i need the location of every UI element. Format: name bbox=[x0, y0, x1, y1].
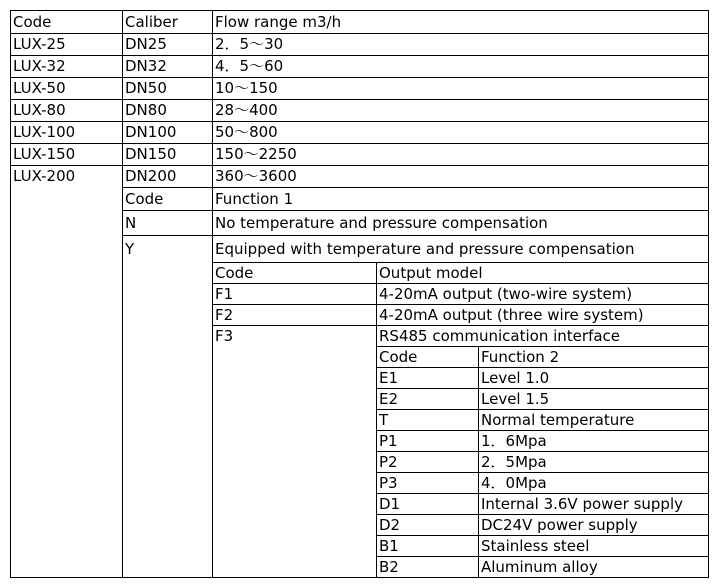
model-code: LUX-80 bbox=[13, 101, 66, 119]
output-label: RS485 communication interface bbox=[379, 327, 621, 345]
function2-code: B2 bbox=[379, 558, 399, 576]
row-divider bbox=[376, 346, 709, 347]
table-top-border bbox=[10, 10, 709, 11]
row-divider bbox=[376, 493, 709, 494]
row-divider bbox=[376, 388, 709, 389]
column-divider bbox=[212, 187, 213, 578]
output-header-code: Code bbox=[215, 264, 254, 282]
function2-label: Level 1.0 bbox=[481, 369, 550, 387]
row-divider bbox=[10, 143, 709, 144]
function2-code: T bbox=[379, 411, 389, 429]
row-divider bbox=[376, 430, 709, 431]
column-divider bbox=[376, 262, 377, 578]
function1-label: No temperature and pressure compensation bbox=[215, 214, 548, 232]
row-divider bbox=[212, 304, 709, 305]
row-divider bbox=[122, 210, 709, 211]
model-code: LUX-200 bbox=[13, 167, 76, 185]
row-divider bbox=[10, 165, 709, 166]
model-flow-range: 10～150 bbox=[215, 79, 278, 97]
function1-code: Y bbox=[125, 240, 135, 258]
function2-label: 2．5Mpa bbox=[481, 453, 547, 471]
function1-code: N bbox=[125, 214, 137, 232]
table-left-border bbox=[10, 10, 11, 578]
function1-label: Equipped with temperature and pressure compensation bbox=[215, 240, 635, 258]
row-divider bbox=[376, 556, 709, 557]
row-divider bbox=[376, 514, 709, 515]
row-divider bbox=[376, 409, 709, 410]
function2-code: E1 bbox=[379, 369, 399, 387]
function2-label: Level 1.5 bbox=[481, 390, 550, 408]
model-code: LUX-32 bbox=[13, 57, 66, 75]
model-code: LUX-100 bbox=[13, 123, 76, 141]
row-divider bbox=[376, 451, 709, 452]
function2-code: D1 bbox=[379, 495, 401, 513]
function2-label: DC24V power supply bbox=[481, 516, 638, 534]
output-code: F2 bbox=[215, 306, 234, 324]
function2-code: E2 bbox=[379, 390, 399, 408]
model-caliber: DN32 bbox=[125, 57, 167, 75]
row-divider bbox=[212, 325, 709, 326]
model-flow-range: 28～400 bbox=[215, 101, 278, 119]
row-divider bbox=[10, 77, 709, 78]
output-label: 4-20mA output (two-wire system) bbox=[379, 285, 633, 303]
function1-header-code: Code bbox=[125, 190, 164, 208]
model-caliber: DN200 bbox=[125, 167, 177, 185]
row-divider bbox=[376, 472, 709, 473]
function2-header-code: Code bbox=[379, 348, 418, 366]
header-code: Code bbox=[13, 13, 52, 31]
output-code: F1 bbox=[215, 285, 234, 303]
function2-code: P2 bbox=[379, 453, 398, 471]
function2-label: Internal 3.6V power supply bbox=[481, 495, 684, 513]
model-code: LUX-25 bbox=[13, 35, 66, 53]
row-divider bbox=[10, 99, 709, 100]
row-divider bbox=[212, 262, 709, 263]
row-divider bbox=[122, 235, 709, 236]
row-divider bbox=[10, 55, 709, 56]
model-code: LUX-150 bbox=[13, 145, 76, 163]
function2-label: 1．6Mpa bbox=[481, 432, 547, 450]
model-caliber: DN80 bbox=[125, 101, 167, 119]
column-divider bbox=[122, 10, 123, 578]
output-header-label: Output model bbox=[379, 264, 483, 282]
output-label: 4-20mA output (three wire system) bbox=[379, 306, 644, 324]
function2-label: Stainless steel bbox=[481, 537, 590, 555]
row-divider bbox=[376, 367, 709, 368]
model-caliber: DN25 bbox=[125, 35, 167, 53]
table-bottom-border bbox=[10, 577, 709, 578]
row-divider bbox=[10, 33, 709, 34]
column-divider bbox=[478, 346, 479, 578]
model-flow-range: 360～3600 bbox=[215, 167, 297, 185]
function2-code: P1 bbox=[379, 432, 398, 450]
row-divider bbox=[212, 283, 709, 284]
model-caliber: DN150 bbox=[125, 145, 177, 163]
model-caliber: DN100 bbox=[125, 123, 177, 141]
function2-label: Aluminum alloy bbox=[481, 558, 598, 576]
row-divider bbox=[10, 121, 709, 122]
function2-label: Normal temperature bbox=[481, 411, 635, 429]
header-flow-range: Flow range m3/h bbox=[215, 13, 342, 31]
function2-code: B1 bbox=[379, 537, 399, 555]
function1-header-label: Function 1 bbox=[215, 190, 294, 208]
model-flow-range: 2．5～30 bbox=[215, 35, 284, 53]
model-flow-range: 4．5～60 bbox=[215, 57, 284, 75]
output-code: F3 bbox=[215, 327, 234, 345]
model-flow-range: 150～2250 bbox=[215, 145, 297, 163]
model-flow-range: 50～800 bbox=[215, 123, 278, 141]
model-caliber: DN50 bbox=[125, 79, 167, 97]
header-caliber: Caliber bbox=[125, 13, 178, 31]
function2-label: 4．0Mpa bbox=[481, 474, 547, 492]
row-divider bbox=[122, 187, 709, 188]
model-code: LUX-50 bbox=[13, 79, 66, 97]
row-divider bbox=[376, 535, 709, 536]
function2-header-label: Function 2 bbox=[481, 348, 560, 366]
function2-code: P3 bbox=[379, 474, 398, 492]
function2-code: D2 bbox=[379, 516, 401, 534]
